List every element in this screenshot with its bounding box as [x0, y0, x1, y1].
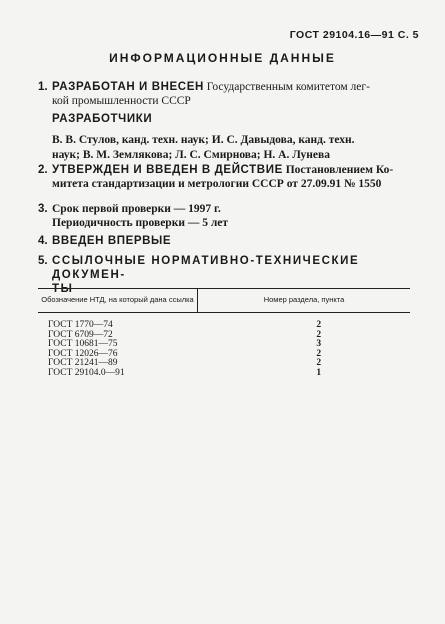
section-text: Постановлением Ко- — [282, 164, 394, 176]
section-number: 2. — [38, 164, 48, 176]
section-heading-continued: ТЫ — [52, 283, 74, 295]
section-text: Государственным комитетом лег- — [203, 81, 370, 93]
table-row — [38, 313, 410, 331]
section-cell: 3 — [316, 339, 322, 349]
table-header-row — [38, 289, 410, 313]
document-cell: ГОСТ 1770—74 — [48, 320, 113, 330]
developers-line: В. В. Стулов, канд. техн. наук; И. С. Давыдова, канд. техн. — [52, 134, 355, 146]
column-header-document: Обозначение НТД, на который дана ссылка — [38, 289, 198, 313]
section-heading: ССЫЛОЧНЫЕ НОРМАТИВНО-ТЕХНИЧЕСКИЕ ДОКУМЕН- — [52, 255, 360, 281]
section-2 — [38, 163, 418, 191]
section-number: 4. — [38, 235, 48, 247]
column-header-section: Номер раздела, пункта — [198, 289, 411, 313]
review-period: Периодичность проверки — 5 лет — [52, 217, 229, 229]
page-title: ИНФОРМАЦИОННЫЕ ДАННЫЕ — [109, 51, 336, 65]
section-1 — [38, 80, 418, 108]
references-table — [38, 288, 410, 378]
developers-line: наук; В. М. Землякова; Л. С. Смирнова; Н. А. Лунева — [52, 149, 330, 161]
section-number: 3. — [38, 203, 48, 215]
section-cell: 2 — [316, 348, 322, 359]
document-cell: ГОСТ 12026—76 — [48, 348, 118, 359]
section-number: 5. — [38, 255, 48, 267]
section-heading: УТВЕРЖДЕН И ВВЕДЕН В ДЕЙСТВИЕ — [52, 164, 283, 176]
section-3 — [38, 202, 418, 230]
document-cell: ГОСТ 6709—72 — [48, 329, 113, 340]
section-cell: 2 — [316, 358, 322, 368]
review-term: Срок первой проверки — 1997 г. — [52, 203, 221, 215]
section-4 — [38, 234, 418, 248]
section-cell: 2 — [316, 320, 322, 330]
page-header: ГОСТ 29104.16—91 С. 5 — [289, 29, 419, 41]
section-text-continued: митета стандартизации и метрологии СССР от 27.09.91 № 1550 — [52, 178, 382, 190]
document-cell: ГОСТ 21241—89 — [48, 358, 118, 368]
section-number: 1. — [38, 81, 48, 93]
section-cell: 2 — [316, 329, 322, 340]
section-heading: ВВЕДЕН ВПЕРВЫЕ — [52, 235, 172, 247]
section-heading: РАЗРАБОТАН И ВНЕСЕН — [52, 81, 204, 93]
section-text-continued: кой промышленности СССР — [52, 95, 191, 107]
developers-title: РАЗРАБОТЧИКИ — [52, 113, 153, 125]
document-cell: ГОСТ 10681—75 — [48, 339, 118, 349]
table-row — [38, 369, 410, 379]
section-cell: 1 — [316, 367, 322, 378]
document-cell: ГОСТ 29104.0—91 — [48, 367, 125, 378]
developers-list — [52, 133, 422, 163]
